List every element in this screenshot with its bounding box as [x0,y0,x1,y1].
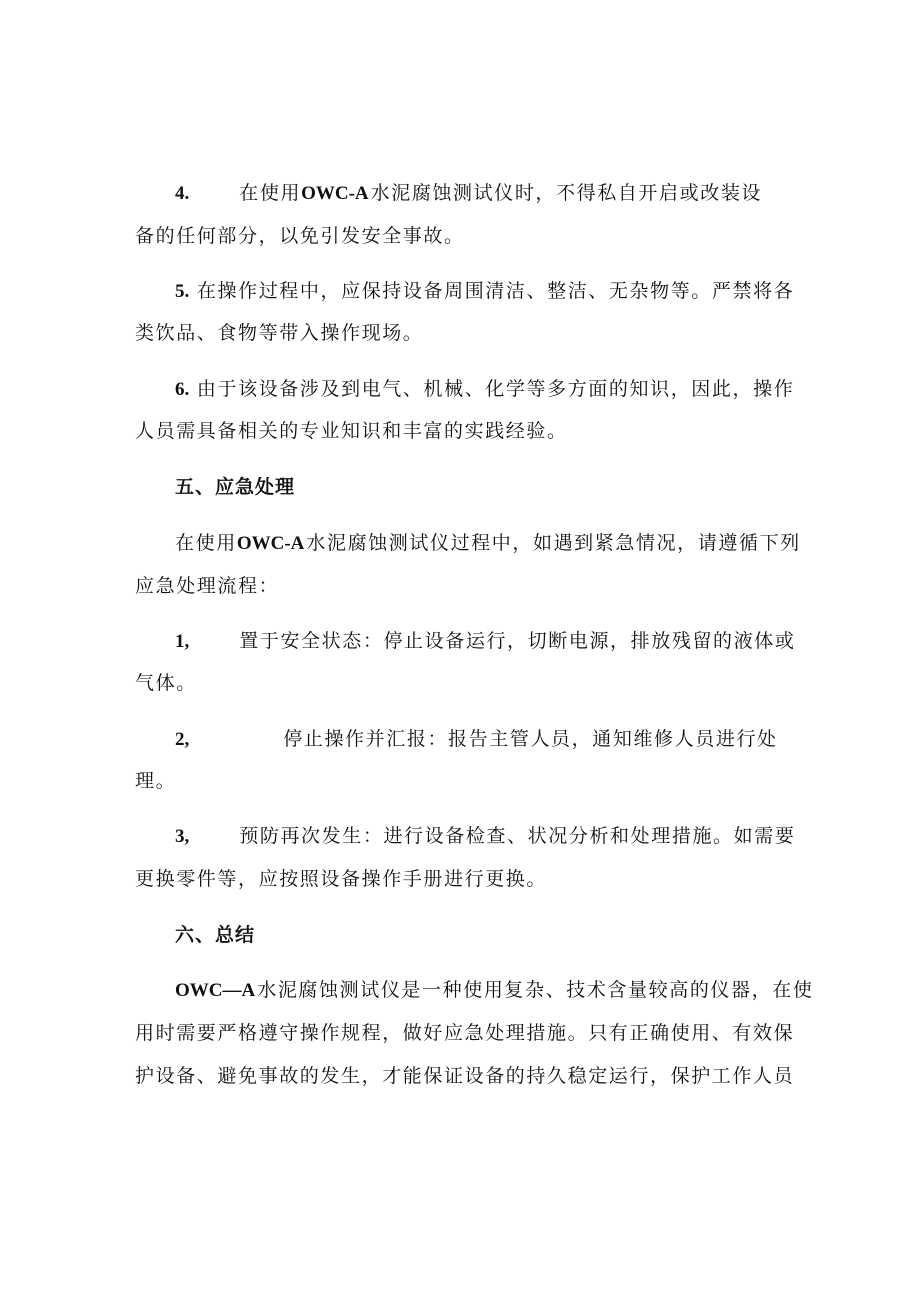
intro-text-1: 水泥腐蚀测试仪过程中，如遇到紧急情况，请遵循下列 [306,532,801,554]
emergency-2-line-1 [175,727,778,752]
section-6-heading: 六、总结 [175,924,256,946]
intro-text-pre: 在使用 [175,532,237,554]
emergency-3-line-1 [175,824,795,849]
emergency-1-line-1 [175,629,795,654]
item-6-line-1 [175,377,794,402]
item-6-text-1: 由于该设备涉及到电气、机械、化学等多方面的知识，因此，操作 [196,378,795,400]
emergency-1-text-1: 置于安全状态：停止设备运行，切断电源，排放残留的液体或 [239,630,796,652]
section-5-heading: 五、应急处理 [175,476,296,498]
emergency-3-text-1: 预防再次发生：进行设备检查、状况分析和处理措施。如需要 [239,825,796,847]
item-4-brand: OWC-A [301,183,369,204]
summary-brand: OWC—A [175,980,256,1001]
summary-text-1: 水泥腐蚀测试仪是一种使用复杂、技术含量较高的仪器，在使 [257,979,814,1001]
item-4-line-1 [175,181,762,206]
emergency-1-line-2: 气体。 [135,672,197,694]
emergency-3-line-2: 更换零件等，应按照设备操作手册进行更换。 [135,868,548,890]
summary-line-3: 护设备、避免事故的发生，才能保证设备的持久稳定运行，保护工作人员 [135,1065,795,1087]
emergency-2-number: 2, [175,729,190,750]
summary-line-2: 用时需要严格遵守操作规程，做好应急处理措施。只有正确使用、有效保 [135,1022,795,1044]
item-4-line-2: 备的任何部分，以免引发安全事故。 [135,225,465,247]
emergency-1-number: 1, [175,631,190,652]
summary-line-1 [175,978,813,1003]
emergency-2-line-2: 理。 [135,770,177,792]
item-4-number: 4. [175,183,190,204]
item-5-line-1 [175,279,794,304]
item-5-number: 5. [175,281,190,302]
item-6-line-2: 人员需具备相关的专业知识和丰富的实践经验。 [135,420,568,442]
emergency-2-text-1: 停止操作并汇报：报告主管人员，通知维修人员进行处 [283,728,778,750]
item-4-text-1: 水泥腐蚀测试仪时，不得私自开启或改装设 [370,182,763,204]
intro-brand: OWC-A [236,533,305,554]
intro-line-1 [175,531,801,556]
item-4-text-pre: 在使用 [239,182,302,204]
item-5-line-2: 类饮品、食物等带入操作现场。 [135,322,424,344]
emergency-3-number: 3, [175,826,190,847]
item-6-number: 6. [175,379,190,400]
intro-line-2: 应急处理流程： [135,575,280,597]
item-5-text-1: 在操作过程中，应保持设备周围清洁、整洁、无杂物等。严禁将各 [196,280,795,302]
